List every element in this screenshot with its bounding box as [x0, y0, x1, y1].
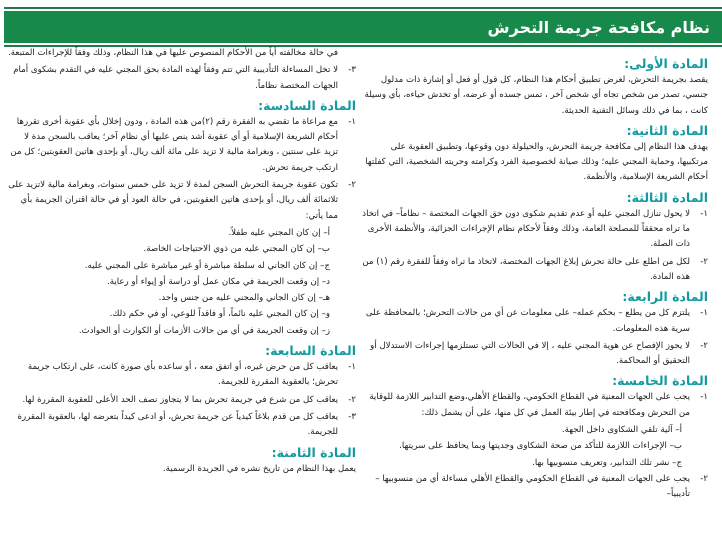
sub-item: ز– إن وقعت الجريمة في أي من حالات الأزمات أو الكوارث أو الحوادث. — [78, 325, 330, 336]
article-body: يهدف هذا النظام إلى مكافحة جريمة التحرش، والحيلولة دون وقوعها، وتطبيق العقوبة على مرتكبيها، وحماية المجني عليه؛ وذلك صيانة لخصوصية الفرد وكرامته وحريته الشخصية، التي كفلتها أحكام الشريعة الإسلامية، والأنظمة. — [365, 141, 708, 183]
article-heading: المادة الخامسة: — [612, 373, 708, 389]
item-number: ١- — [348, 362, 356, 373]
list-item — [8, 115, 356, 176]
sub-item: ج– إن كان الجاني له سلطة مباشرة أو غير مباشرة على المجني عليه. — [84, 260, 330, 271]
item-number: ٢- — [700, 473, 708, 484]
list-item — [362, 255, 708, 286]
item-number: ٣- — [348, 411, 356, 422]
article-body: يعمل بهذا النظام من تاريخ نشره في الجريدة الرسمية. — [162, 463, 356, 474]
item-text: يلتزم كل من يطلع – بحكم عمله– على معلومات عن أي من حالات التحرش؛ بالمحافظة على سرية هذه المعلومات. — [365, 308, 690, 334]
sub-item: ب– إن كان المجني عليه من ذوي الاحتياجات الخاصة. — [143, 244, 330, 255]
sub-item: و– إن كان المجني عليه نائماً، أو فاقداً للوعي، أو في حكم ذلك. — [109, 309, 330, 320]
item-number: ١- — [700, 392, 708, 403]
article-1 — [362, 54, 708, 119]
item-text: يجب على الجهات المعنية في القطاع الحكومي والقطاع الأهلي مساءلة أي من منسوبيها –تأديبياً– — [375, 473, 690, 500]
article-3 — [362, 188, 708, 285]
item-text: يعاقب كل من شرع في جريمة تحرش بما لا يتجاوز نصف الحد الأعلى للعقوبة المقررة لها. — [22, 394, 338, 405]
article-heading: المادة الثالثة: — [626, 189, 708, 205]
article-heading: المادة الرابعة: — [622, 289, 708, 305]
item-number: ١- — [700, 208, 708, 219]
item-text: يجب على الجهات المعنية في القطاع الحكومي، والقطاع الأهلي،وضع التدابير اللازمة للوقاية من التحرش ومكافحته في إطار بيئة العمل في كل منها، على أن يشمل ذلك: — [369, 392, 690, 418]
page-title: نظام مكافحة جريمة التحرش — [487, 17, 710, 37]
article-heading: المادة السادسة: — [258, 97, 356, 113]
item-number: ٢- — [348, 180, 356, 191]
continuation-text: في حالة مخالفته أياً من الأحكام المنصوص عليها في هذا النظام، وذلك وفقاً للإجراءات المتبعة. — [8, 48, 338, 58]
article-heading: المادة الثامنة: — [271, 444, 356, 460]
list-item — [8, 360, 356, 391]
article-4 — [362, 287, 708, 369]
item-number: ١- — [348, 116, 356, 127]
list-item — [8, 393, 356, 408]
article-2 — [362, 121, 708, 186]
sub-item: هـ– إن كان الجاني والمجني عليه من جنس واحد. — [158, 293, 330, 304]
item-text: تكون عقوبة جريمة التحرش السجن لمدة لا تزيد على خمس سنوات، وبغرامة مالية لاتزيد على ثلاثمائة ألف ريال، أو بإحدى هاتين العقوبتين، في حالة العود أو في حالة اقتران الجريمة بأي مما يأتي: — [8, 180, 338, 221]
sub-item: أ– آلية تلقي الشكاوى داخل الجهة. — [561, 425, 682, 436]
item-text: لكل من اطلع على حالة تحرش إبلاغ الجهات المختصة، لاتخاذ ما تراه وفقاً للفقرة رقم (١) من هذه المادة. — [362, 256, 690, 282]
sub-item: ج– نشر تلك التدابير، وتعريف منسوبيها بها. — [532, 457, 682, 468]
list-item — [362, 306, 708, 337]
list-item — [8, 178, 356, 224]
list-item — [362, 390, 708, 421]
article-heading: المادة الثانية: — [626, 122, 708, 138]
item-number: ١- — [700, 308, 708, 319]
item-text: لا يحول تنازل المجني عليه أو عدم تقديم شكوى دون حق الجهات المختصة – نظاماً– في اتخاذ ما تراه محققاً للمصلحة العامة، وذلك وفقاً لأحكام نظام الإجراءات الجزائية، والأنظمة الأخرى ذات الصلة. — [362, 208, 690, 250]
sub-item: ب– الإجراءات اللازمة للتأكد من صحة الشكاوى وجديتها وبما يحافظ على سريتها. — [399, 441, 682, 452]
article-6 — [8, 96, 356, 339]
article-body: يقصد بجريمة التحرش، لغرض تطبيق أحكام هذا النظام، كل قول أو فعل أو إشارة ذات مدلول جنسي، تصدر من شخص تجاه أي شخص آخر ، تمس جسده أو عرضه، أو تخدش حياءه، بأي وسيلة كانت ، بما في ذلك وسائل التقنية الحديثة. — [364, 75, 708, 116]
item-number: ٣- — [348, 65, 356, 76]
sub-item: د– إن وقعت الجريمة في مكان عمل أو دراسة أو إيواء أو رعاية. — [107, 276, 330, 287]
article-heading: المادة الأولى: — [624, 56, 708, 71]
item-text: لا تخل المساءلة التأديبية التي تتم وفقاً لهذه المادة بحق المجني عليه في التقدم بشكوى أمام الجهات المختصة نظاماً. — [13, 65, 338, 91]
list-item — [8, 63, 356, 94]
item-number: ٢- — [348, 394, 356, 405]
article-heading: المادة السابعة: — [265, 343, 356, 359]
left-column — [8, 46, 356, 478]
list-item — [362, 207, 708, 253]
list-item — [362, 472, 708, 503]
item-number: ٢- — [700, 340, 708, 351]
article-5 — [362, 371, 708, 502]
right-column — [362, 52, 708, 505]
item-text: مع مراعاة ما تقضي به الفقرة رقم (٢)من هذه المادة ، ودون إخلال بأي عقوبة أخرى تقررها أحكام الشريعة الإسلامية أو أي عقوبة أشد ينص عليها أي نظام آخر؛ يعاقب بالسجن مدة لا تزيد على سنتين ، وبغرامة مالية لا تزيد على مائة ألف ريال، أو بإحدى هاتين العقوبتين؛ كل من ارتكب جريمة تحرش. — [10, 116, 338, 173]
item-number: ٢- — [700, 256, 708, 267]
item-text: يعاقب كل من قدم بلاغاً كيدياً عن جريمة تحرش، أو ادعى كيداً بتعرضه لها، بالعقوبة المقررة للجريمة. — [17, 411, 338, 438]
item-text: لا يجوز الإفصاح عن هوية المجني عليه ، إلا في الحالات التي تستلزمها إجراءات الاستدلال أو التحقيق أو المحاكمة. — [370, 340, 690, 367]
list-item — [362, 339, 708, 370]
sub-item: أ– إن كان المجني عليه طفلاً. — [228, 227, 330, 238]
item-text: يعاقب كل من حرض غيره، أو اتفق معه ، أو ساعده بأي صورة كانت، على ارتكاب جريمة تحرش؛ بالعقوبة المقررة للجريمة. — [27, 362, 338, 388]
article-8 — [8, 443, 356, 477]
title-banner — [4, 7, 722, 47]
title-band — [4, 11, 722, 43]
article-7 — [8, 341, 356, 440]
list-item — [8, 410, 356, 441]
